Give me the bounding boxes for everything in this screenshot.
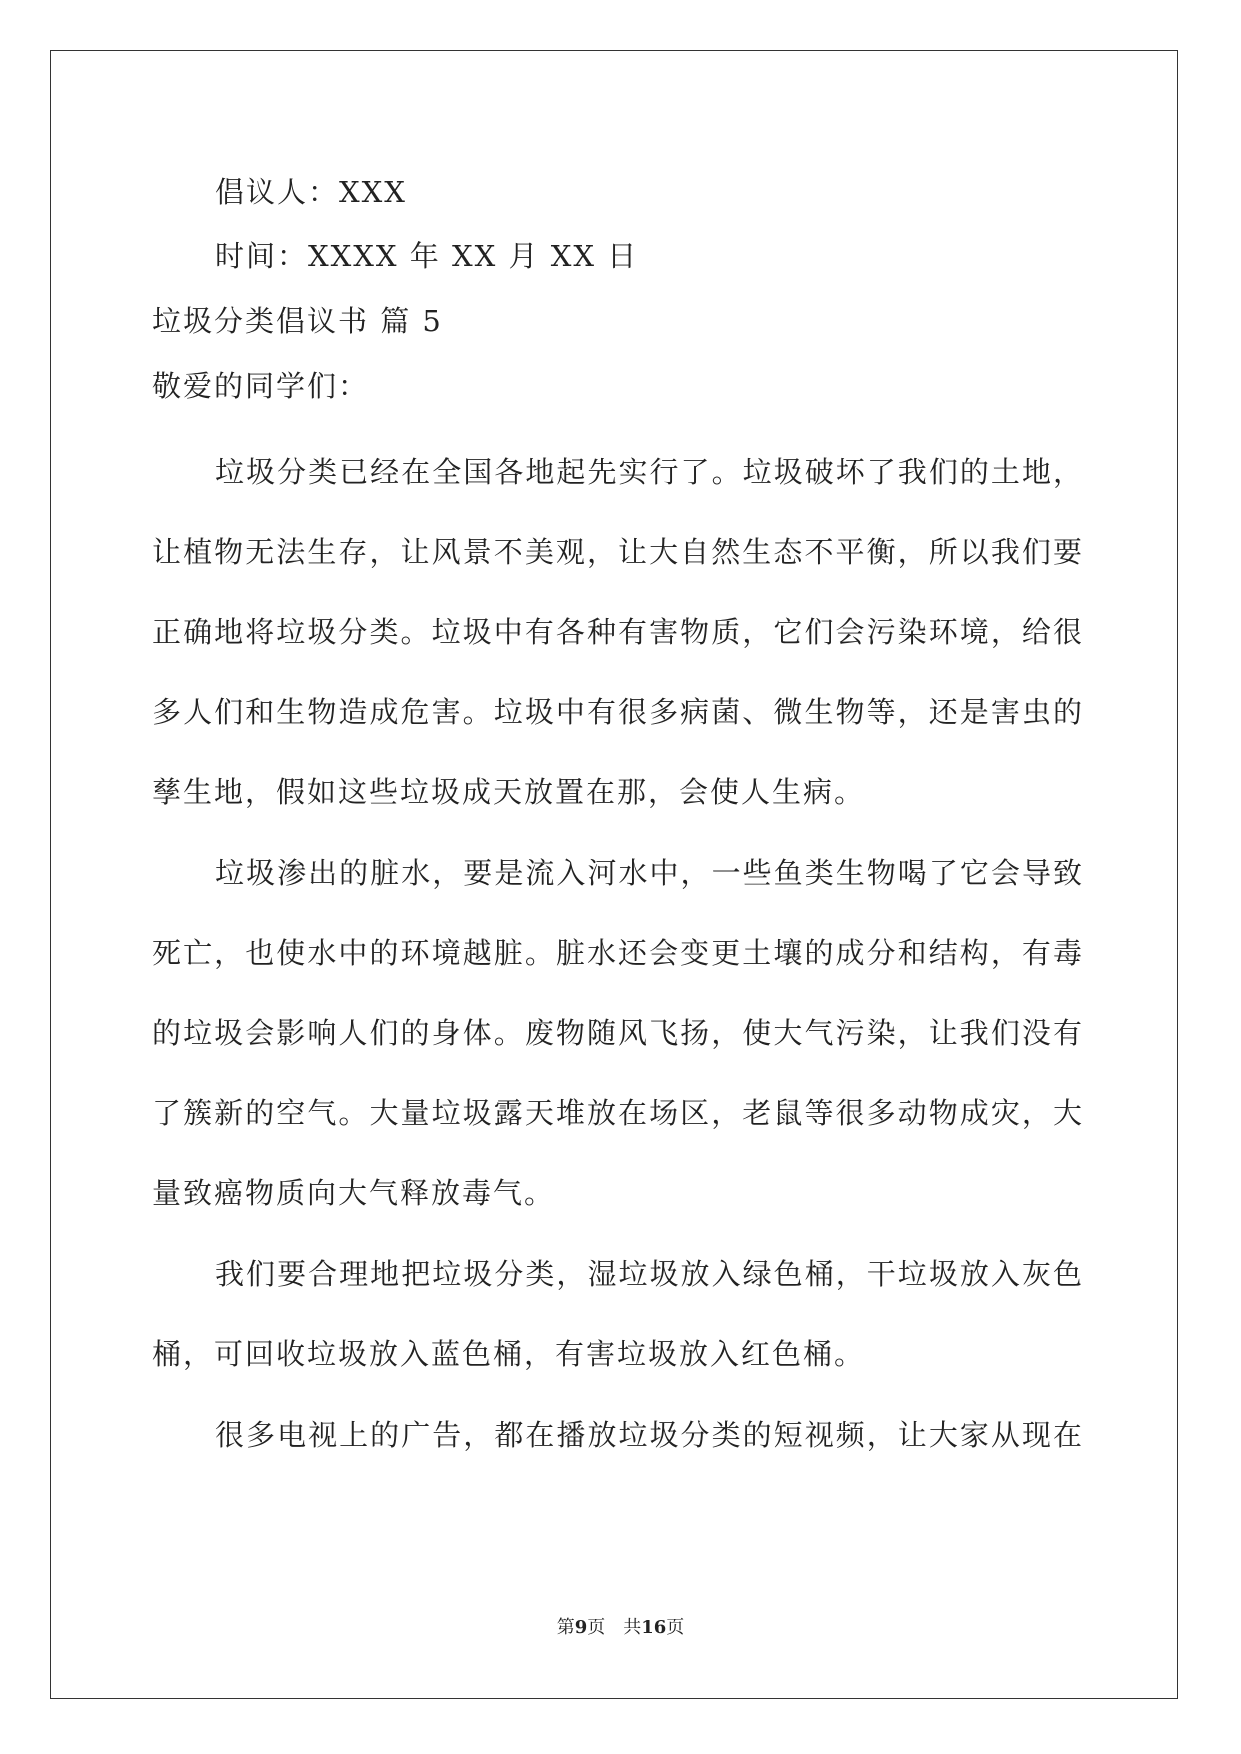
paragraph-2-line-3: 的垃圾会影响人们的身体。废物随风飞扬，使大气污染，让我们没有 [152,1016,1082,1050]
date-line: 时间：XXXX 年 XX 月 XX 日 [215,239,639,273]
footer-page-number: 9 [574,1617,588,1638]
paragraph-1-line-5: 孳生地，假如这些垃圾成天放置在那，会使人生病。 [152,775,866,809]
footer-suffix: 页 [666,1617,685,1638]
paragraph-2-line-4: 了簇新的空气。大量垃圾露天堆放在场区，老鼠等很多动物成灾，大 [152,1096,1082,1130]
paragraph-2-line-1: 垃圾渗出的脏水，要是流入河水中，一些鱼类生物喝了它会导致 [215,856,1082,890]
paragraph-3-line-2: 桶，可回收垃圾放入蓝色桶，有害垃圾放入红色桶。 [152,1337,866,1371]
paragraph-4-line-1: 很多电视上的广告，都在播放垃圾分类的短视频，让大家从现在 [215,1418,1082,1452]
section-title: 垃圾分类倡议书 篇 5 [152,304,443,338]
paragraph-1-line-4: 多人们和生物造成危害。垃圾中有很多病菌、微生物等，还是害虫的 [152,695,1082,729]
salutation: 敬爱的同学们： [152,369,370,403]
footer-prefix: 第 [556,1617,575,1638]
footer-total-pages: 16 [641,1617,667,1638]
paragraph-2-line-5: 量致癌物质向大气释放毒气。 [152,1176,556,1210]
page-footer [0,1616,1241,1640]
paragraph-3-line-1: 我们要合理地把垃圾分类，湿垃圾放入绿色桶，干垃圾放入灰色 [215,1257,1082,1291]
paragraph-1-line-3: 正确地将垃圾分类。垃圾中有各种有害物质，它们会污染环境，给很 [152,615,1082,649]
paragraph-1-line-1: 垃圾分类已经在全国各地起先实行了。垃圾破坏了我们的土地， [215,455,1082,489]
initiator-line: 倡议人：XXX [215,175,407,209]
paragraph-2-line-2: 死亡，也使水中的环境越脏。脏水还会变更土壤的成分和结构，有毒 [152,936,1082,970]
footer-mid: 页 共 [587,1617,642,1638]
paragraph-1-line-2: 让植物无法生存，让风景不美观，让大自然生态不平衡，所以我们要 [152,535,1082,569]
